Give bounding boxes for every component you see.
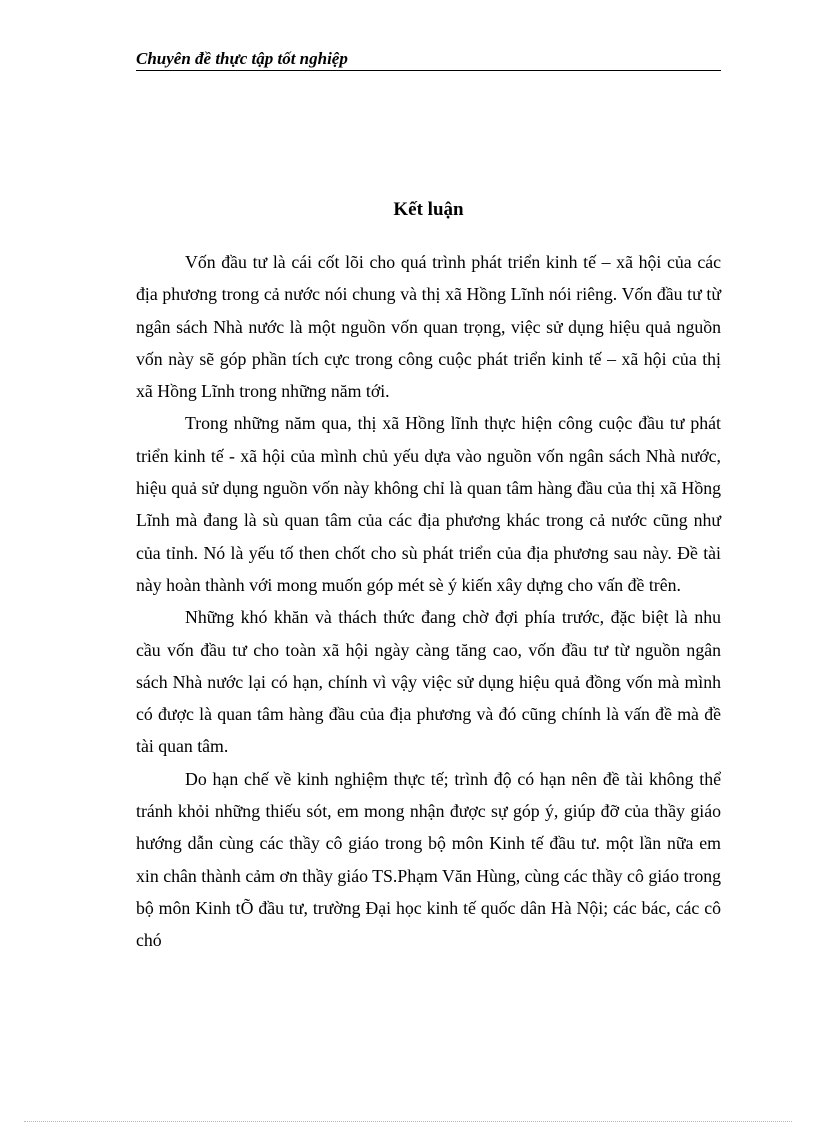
body-text [136,246,721,957]
page-bottom-rule [24,1121,792,1122]
paragraph-3: Những khó khăn và thách thức đang chờ đợi phía trước, đặc biệt là nhu cầu vốn đầu tư cho toàn xã hội ngày càng tăng cao, vốn đầu tư từ nguồn ngân sách Nhà nước lại có hạn, chính vì vậy việc sử dụng hiệu quả đồng vốn mà mình có được là quan tâm hàng đầu của địa phương và đó cũng chính là vấn đề mà đề tài quan tâm. [136,607,721,757]
header-title: Chuyên đề thực tập tốt nghiệp [136,49,348,68]
paragraph-1: Vốn đầu tư là cái cốt lõi cho quá trình phát triển kinh tế – xã hội của các địa phương trong cả nước nói chung và thị xã Hồng Lĩnh nói riêng. Vốn đầu tư từ ngân sách Nhà nước là một nguồn vốn quan trọng, việc sử dụng hiệu quả nguồn vốn này sẽ góp phần tích cực trong công cuộc phát triển kinh tế – xã hội của thị xã Hồng Lĩnh trong những năm tới. [136,252,721,402]
paragraph-2: Trong những năm qua, thị xã Hồng lĩnh thực hiện công cuộc đầu tư phát triển kinh tế - xã hội của mình chủ yếu dựa vào nguồn vốn ngân sách Nhà nước, hiệu quả sử dụng nguồn vốn này không chỉ là quan tâm hàng đầu của thị xã Hồng Lĩnh mà đang là sù quan tâm của các địa phương khác trong cả nước cũng như của tỉnh. Nó là yếu tố then chốt cho sù phát triển của địa phương sau này. Đề tài này hoàn thành với mong muốn góp mét sè ý kiến xây dựng cho vấn đề trên. [136,413,721,595]
section-title: Kết luận [393,199,464,220]
page-header [136,48,721,71]
paragraph-4: Do hạn chế về kinh nghiệm thực tế; trình độ có hạn nên đề tài không thể tránh khỏi những thiếu sót, em mong nhận được sự góp ý, giúp đỡ của thầy giáo hướng dẫn cùng các thầy cô giáo trong bộ môn Kinh tế đầu tư. một lần nữa em xin chân thành cảm ơn thầy giáo TS.Phạm Văn Hùng, cùng các thầy cô giáo trong bộ môn Kinh tÕ đầu tư, trường Đại học kinh tế quốc dân Hà Nội; các bác, các cô chó [136,768,721,951]
